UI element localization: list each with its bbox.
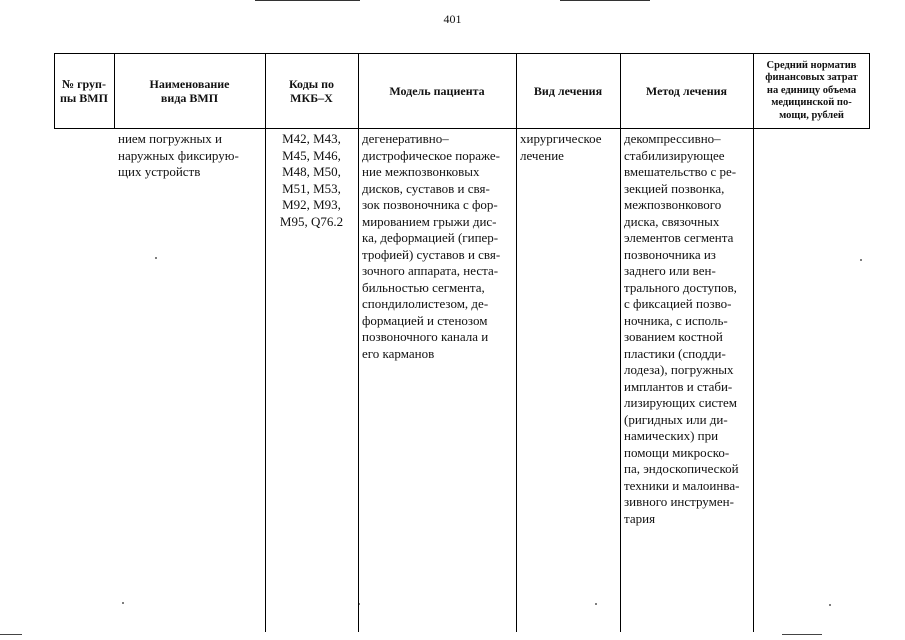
bottom-edge-rule xyxy=(0,634,22,635)
header-treatment-method: Метод лечения xyxy=(645,84,728,98)
cell-treatment-type: хирургическое лечение xyxy=(520,131,602,163)
column-divider xyxy=(620,53,621,632)
header-group-number: № груп- пы ВМП xyxy=(60,77,108,105)
top-edge-rule xyxy=(255,0,360,1)
header-patient-model: Модель пациента xyxy=(389,84,485,98)
scan-speck xyxy=(829,604,831,606)
cell-icd-codes: M42, M43, M45, M46, M48, M50, M51, M53, M92, M93, M95, Q76.2 xyxy=(279,131,344,229)
scan-speck xyxy=(595,603,597,605)
cell-patient-model: дегенеративно– дистрофическое пораже- ние межпозвонковых дисков, суставов и свя- зок позвоночника с фор- мированием грыжи дис- ка, деформацией (гипер- трофией) суставов и свя- зочного аппарата, неста- бильностью сегмента, спондилолистезом, де- формацией и стенозом позвоночного канала и его карманов xyxy=(362,131,501,361)
header-vmp-name: Наименование вида ВМП xyxy=(149,77,230,105)
cell-vmp-name: нием погружных и наружных фиксирую- щих устройств xyxy=(118,131,239,179)
column-divider xyxy=(753,53,754,632)
bottom-edge-rule xyxy=(782,634,822,635)
column-divider xyxy=(358,53,359,632)
header-avg-cost: Средний норматив финансовых затрат на единицу объема медицинской по- мощи, рублей xyxy=(765,59,858,121)
scan-speck xyxy=(155,257,157,259)
column-divider xyxy=(516,53,517,632)
page-number: 401 xyxy=(443,12,462,26)
scan-speck xyxy=(860,259,862,261)
top-edge-rule xyxy=(560,0,650,1)
cell-treatment-method: декомпрессивно– стабилизирующее вмешательство с ре- зекцией позвонка, межпозвонкового диска, связочных элементов сегмента позвоночника из заднего или вен- трального доступов, с фиксацией позво- ночника, с исполь- зованием костной пластики (сподди- лодеза), погружных имплантов и стаби- лизирующих систем (ригидных или ди- намических) при помощи микроско- па, эндоскопической техники и малоинва- зивного инструмен- тария xyxy=(624,131,740,526)
header-icd-codes: Коды по МКБ–Х xyxy=(288,77,335,105)
header-treatment-type: Вид лечения xyxy=(533,84,603,98)
scan-speck xyxy=(122,602,124,604)
